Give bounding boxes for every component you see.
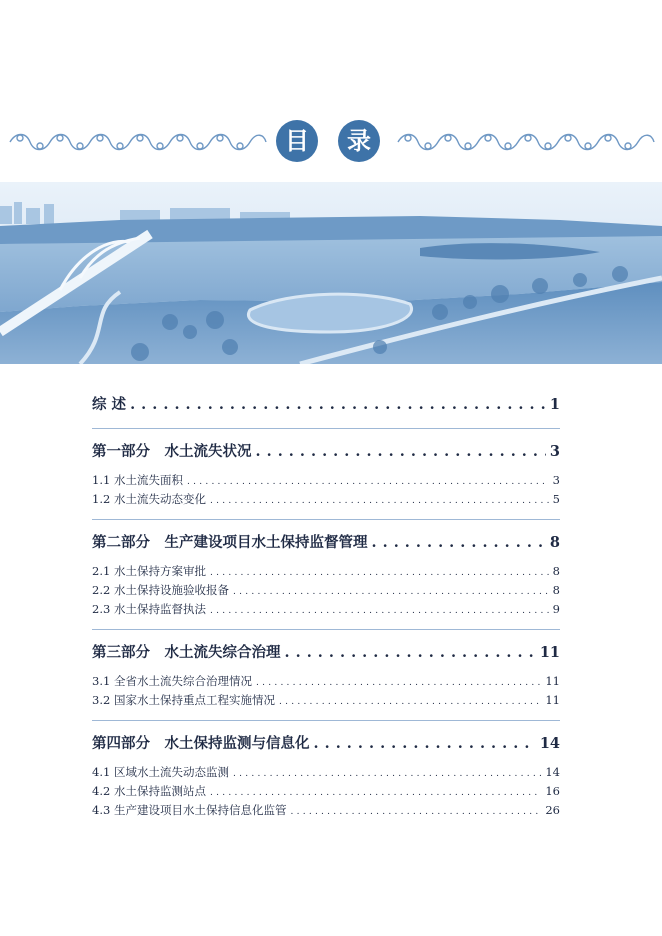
- dot-leader: [130, 392, 546, 418]
- toc-page-number: 14: [545, 765, 560, 779]
- toc-page-number: 1: [549, 396, 560, 413]
- toc-part-4[interactable]: [92, 731, 560, 757]
- toc-item-2-1[interactable]: [92, 562, 560, 581]
- toc-page-number: 8: [552, 564, 560, 578]
- toc-item-3-1[interactable]: [92, 672, 560, 691]
- toc-page-number: 16: [545, 784, 560, 798]
- toc-entry-label: 3.2 国家水土保持重点工程实施情况: [92, 693, 275, 707]
- toc-entry-label: 综 述: [92, 396, 127, 413]
- dot-leader: [314, 731, 536, 757]
- table-of-contents: [92, 392, 560, 820]
- toc-entry-label: 3.1 全省水土流失综合治理情况: [92, 674, 252, 688]
- toc-page-number: 26: [545, 803, 560, 817]
- toc-item-3-2[interactable]: [92, 691, 560, 710]
- dot-leader: [210, 492, 549, 511]
- dot-leader: [279, 693, 541, 712]
- toc-page-number: 5: [552, 492, 560, 506]
- toc-page-number: 3: [549, 443, 560, 460]
- aerial-photo-banner: [0, 182, 662, 364]
- toc-part-2[interactable]: [92, 530, 560, 556]
- toc-item-1-1[interactable]: [92, 471, 560, 490]
- right-ornament-icon: [396, 130, 656, 154]
- dot-leader: [187, 473, 549, 492]
- dot-leader: [233, 765, 541, 784]
- toc-header: [0, 110, 662, 174]
- dot-leader: [256, 674, 541, 693]
- dot-leader: [233, 583, 549, 602]
- toc-page-number: 11: [545, 693, 560, 707]
- toc-entry-label: 4.2 水土保持监测站点: [92, 784, 206, 798]
- toc-entry-label: 1.2 水土流失动态变化: [92, 492, 206, 506]
- toc-page-number: 9: [552, 602, 560, 616]
- toc-entry-label: 第三部分 水土流失综合治理: [92, 644, 281, 661]
- toc-page-number: 11: [539, 644, 560, 661]
- toc-entry-label: 4.1 区域水土流失动态监测: [92, 765, 229, 779]
- toc-entry-label: 第一部分 水土流失状况: [92, 443, 252, 460]
- toc-item-4-3[interactable]: [92, 801, 560, 820]
- dot-leader: [210, 564, 549, 583]
- toc-entry-label: 4.3 生产建设项目水土保持信息化监管: [92, 803, 287, 817]
- toc-entry-label: 第四部分 水土保持监测与信息化: [92, 735, 310, 752]
- toc-item-1-2[interactable]: [92, 490, 560, 509]
- title-char-2: 录: [338, 120, 380, 162]
- toc-entry-label: 2.2 水土保持设施验收报备: [92, 583, 229, 597]
- toc-part-1[interactable]: [92, 439, 560, 465]
- toc-entry-overview[interactable]: [92, 392, 560, 418]
- toc-entry-label: 2.1 水土保持方案审批: [92, 564, 206, 578]
- toc-item-4-2[interactable]: [92, 782, 560, 801]
- toc-entry-label: 2.3 水土保持监督执法: [92, 602, 206, 616]
- toc-page-number: 8: [549, 534, 560, 551]
- dot-leader: [256, 439, 546, 465]
- toc-part-3[interactable]: [92, 640, 560, 666]
- toc-item-4-1[interactable]: [92, 763, 560, 782]
- toc-page-number: 8: [552, 583, 560, 597]
- toc-page-number: 14: [539, 735, 560, 752]
- title-char-1: 目: [276, 120, 318, 162]
- dot-leader: [210, 602, 549, 621]
- dot-leader: [290, 803, 541, 822]
- toc-item-2-2[interactable]: [92, 581, 560, 600]
- dot-leader: [285, 640, 536, 666]
- dot-leader: [372, 530, 546, 556]
- toc-page-number: 3: [552, 473, 560, 487]
- toc-entry-label: 1.1 水土流失面积: [92, 473, 183, 487]
- toc-entry-label: 第二部分 生产建设项目水土保持监督管理: [92, 534, 368, 551]
- toc-item-2-3[interactable]: [92, 600, 560, 619]
- toc-page-number: 11: [545, 674, 560, 688]
- left-ornament-icon: [6, 130, 268, 154]
